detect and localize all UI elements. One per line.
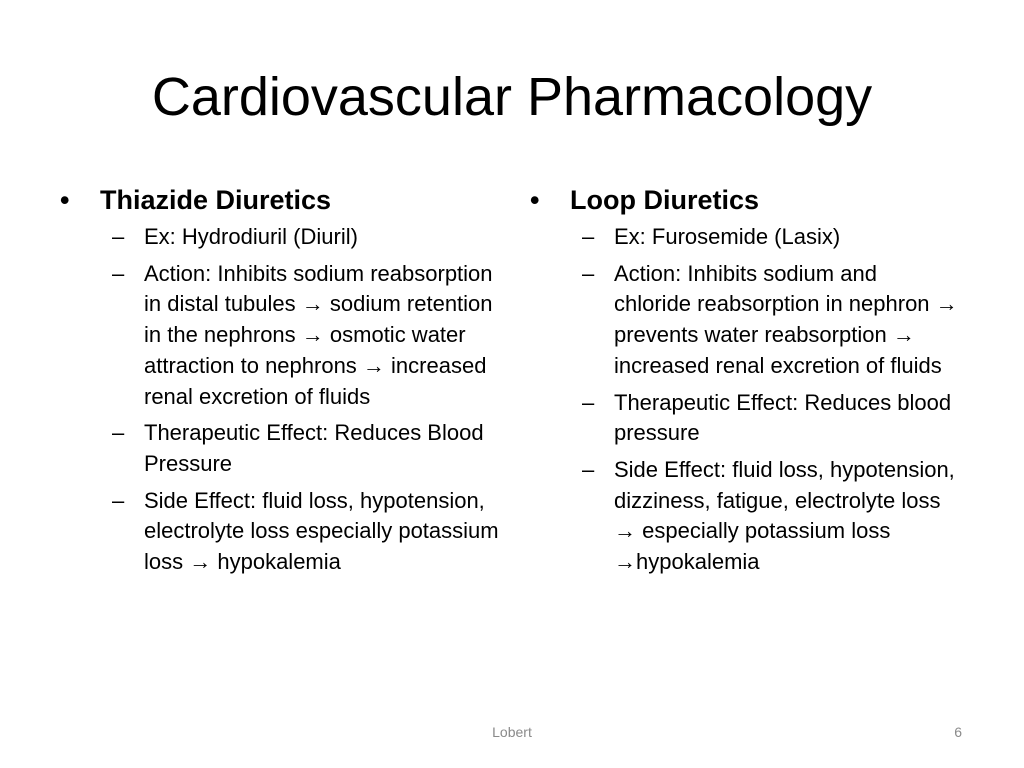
sub-bullet-text	[614, 259, 960, 382]
bullet-icon: •	[60, 185, 70, 215]
dash-icon: –	[582, 260, 595, 286]
text-segment: Side Effect: fluid loss, hypotension, electrolyte loss especially potassium loss	[144, 487, 499, 575]
dash-icon: –	[112, 420, 125, 446]
right-sub-list	[530, 222, 960, 578]
text-segment: Ex: Hydrodiuril (Diuril)	[144, 224, 358, 249]
footer-author: Lobert	[492, 724, 532, 740]
text-segment: Action: Inhibits sodium and chloride reabsorption in nephron	[614, 260, 936, 317]
left-column	[60, 180, 500, 584]
sub-bullet-item	[112, 486, 500, 578]
sub-bullet-text	[614, 222, 960, 253]
left-sub-list	[60, 222, 500, 578]
text-segment: Therapeutic Effect: Reduces blood pressure	[614, 389, 952, 446]
slide-title: Cardiovascular Pharmacology	[151, 67, 873, 127]
sub-bullet-item	[112, 259, 500, 413]
text-segment: sodium retention in the nephrons	[144, 291, 493, 348]
page-number: 6	[954, 724, 962, 740]
text-segment: especially potassium loss	[636, 518, 891, 544]
text-segment: Side Effect: fluid loss, hypotension, dizziness, fatigue, electrolyte loss	[614, 456, 955, 513]
text-segment: Ex: Furosemide (Lasix)	[614, 224, 841, 249]
dash-icon: –	[112, 487, 125, 513]
text-segment: prevents water reabsorption	[614, 322, 893, 348]
arrow-right-icon: →	[301, 322, 324, 348]
text-segment: hypokalemia	[211, 549, 341, 575]
sub-bullet-text	[144, 222, 500, 253]
dash-icon: –	[582, 456, 595, 482]
arrow-right-icon: →	[614, 518, 636, 544]
text-segment: Action: Inhibits sodium reabsorption in distal tubules	[144, 260, 493, 317]
text-segment: increased renal excretion of fluids	[144, 352, 487, 409]
text-segment: increased renal excretion of fluids	[614, 352, 942, 378]
text-segment: Therapeutic Effect: Reduces Blood Pressure	[144, 420, 484, 476]
right-heading: Loop Diuretics	[570, 185, 760, 215]
dash-icon: –	[582, 389, 595, 415]
arrow-right-icon: →	[362, 352, 385, 378]
sub-bullet-item	[112, 418, 500, 479]
sub-bullet-text	[144, 418, 500, 479]
sub-bullet-item	[582, 388, 960, 449]
sub-bullet-item	[582, 455, 960, 578]
bullet-icon: •	[530, 185, 540, 215]
sub-bullet-text	[144, 259, 500, 413]
right-column	[530, 180, 960, 584]
dash-icon: –	[112, 260, 125, 286]
sub-bullet-text	[614, 455, 960, 578]
sub-bullet-text	[614, 388, 960, 449]
text-segment: hypokalemia	[636, 549, 760, 575]
right-heading-row	[530, 180, 960, 220]
text-segment: osmotic water attraction to nephrons	[144, 322, 466, 378]
sub-bullet-text	[144, 486, 500, 578]
arrow-right-icon: →	[614, 549, 636, 575]
arrow-right-icon: →	[935, 291, 958, 317]
dash-icon: –	[112, 224, 125, 249]
arrow-right-icon: →	[189, 549, 212, 575]
arrow-right-icon: →	[301, 291, 324, 317]
sub-bullet-item	[582, 259, 960, 382]
sub-bullet-item	[582, 222, 960, 253]
left-heading-row	[60, 180, 500, 220]
dash-icon: –	[582, 224, 595, 249]
arrow-right-icon: →	[892, 322, 915, 348]
sub-bullet-item	[112, 222, 500, 253]
left-heading: Thiazide Diuretics	[100, 185, 332, 215]
